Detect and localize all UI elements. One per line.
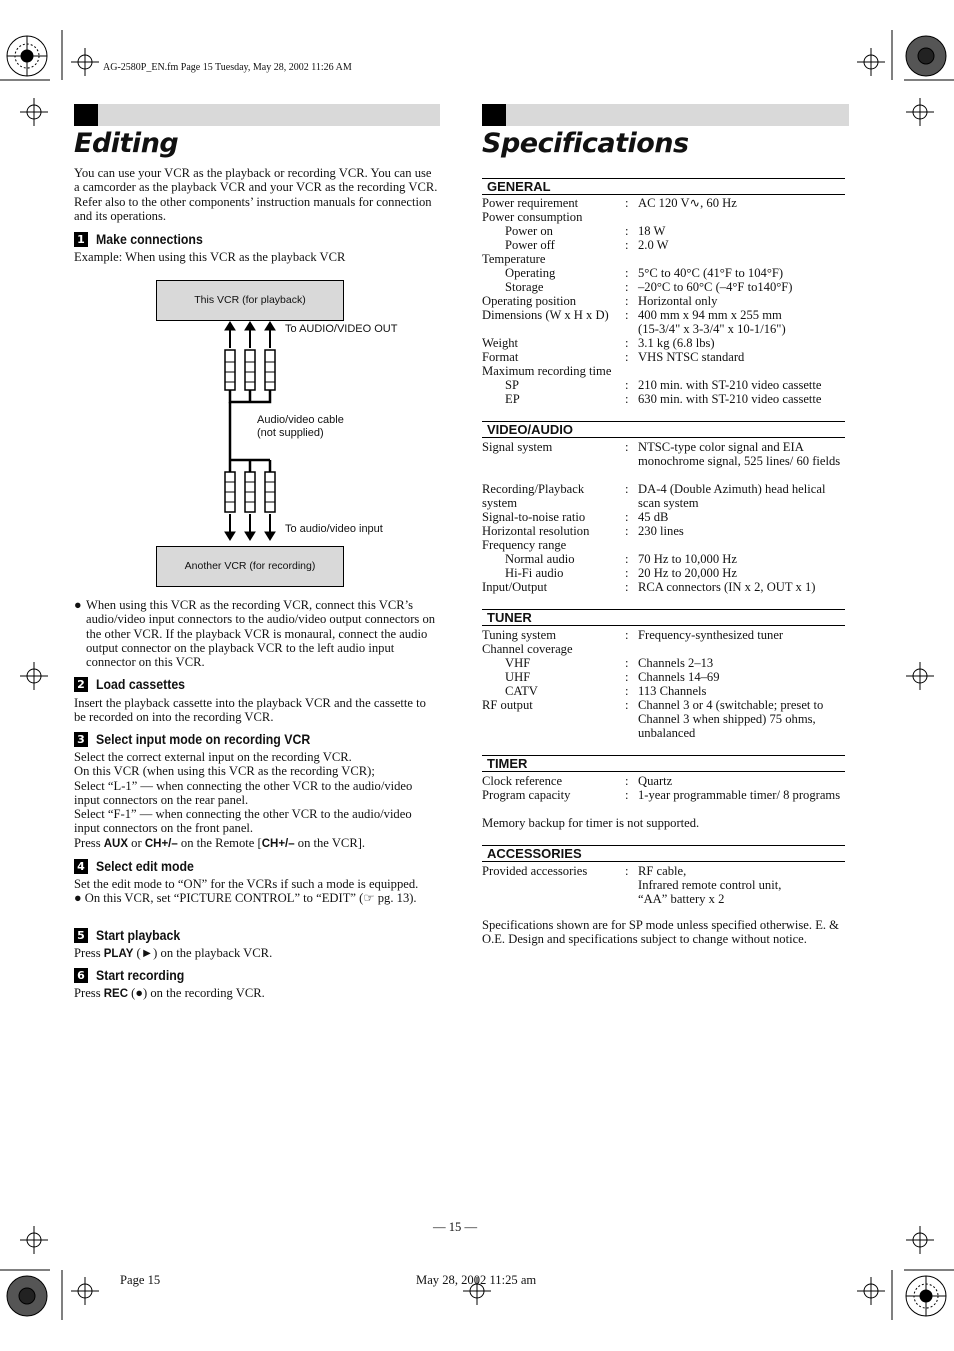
crosshair-target — [20, 98, 48, 126]
spec-value: (15-3/4" x 3-3/4" x 10-1/16") — [638, 322, 786, 336]
spec-row — [482, 266, 852, 280]
step-5-text: Press PLAY (►) on the playback VCR. — [74, 946, 273, 960]
spec-value: 230 lines — [638, 524, 684, 538]
spec-key: Power consumption — [482, 210, 583, 224]
step-2-heading: 2 Load cassettes — [74, 676, 197, 692]
step-3-text: Select the correct external input on the recording VCR. On this VCR (when using this VCR as the recording VCR); Select “L-1” — when connecting the other VCR to the audio/video input connectors on the rear panel. Select “F-1” — when connecting the other VCR to the audio/video input connectors on the front panel. Press AUX or CH+/– on the Remote [CH+/– on the VCR]. — [74, 750, 440, 851]
spec-value: 20 Hz to 20,000 Hz — [638, 566, 737, 580]
spec-row — [482, 670, 852, 684]
spec-key: CATV — [505, 684, 538, 698]
spec-colon: : — [625, 774, 629, 788]
spec-colon: : — [625, 440, 629, 454]
arrow-down-icon — [265, 514, 275, 540]
footer-right: May 28, 2002 11:25 am — [416, 1273, 537, 1287]
arrow-up-icon — [265, 322, 275, 348]
spec-colon: : — [625, 580, 629, 594]
crosshair-target — [71, 1277, 99, 1305]
spec-value: RF cable, Infrared remote control unit, “AA” battery x 2 — [638, 864, 782, 906]
spec-value: VHS NTSC standard — [638, 350, 745, 364]
spec-key: Operating position — [482, 294, 577, 308]
spec-colon: : — [625, 392, 629, 406]
spec-row — [482, 196, 852, 210]
accessories-heading: ACCESSORIES — [482, 845, 845, 862]
cable-label: Audio/video cable (not supplied) — [257, 414, 344, 439]
spec-row — [482, 656, 852, 670]
spec-colon: : — [625, 482, 629, 496]
spec-key: Dimensions (W x H x D) — [482, 308, 609, 322]
spec-key: Hi-Fi audio — [505, 566, 564, 580]
spec-row — [482, 684, 852, 698]
spec-colon: : — [625, 684, 629, 698]
spec-value: Horizontal only — [638, 294, 718, 308]
spec-row — [482, 210, 852, 224]
spec-value: 70 Hz to 10,000 Hz — [638, 552, 737, 566]
spec-colon: : — [625, 656, 629, 670]
spec-key: RF output — [482, 698, 533, 712]
spec-value: Channels 14–69 — [638, 670, 720, 684]
spec-colon: : — [625, 552, 629, 566]
general-heading: GENERAL — [482, 178, 845, 195]
spec-colon: : — [625, 698, 629, 712]
step-3-press: Press AUX or CH+/– on the Remote [CH+/– on the VCR]. — [74, 835, 366, 850]
file-header: AG-2580P_EN.fm Page 15 Tuesday, May 28, 2002 11:26 AM — [103, 62, 352, 73]
spec-value: 3.1 kg (6.8 lbs) — [638, 336, 715, 350]
spec-key: Power on — [505, 224, 553, 238]
spec-colon: : — [625, 566, 629, 580]
footer-left: Page 15 — [120, 1273, 161, 1287]
spec-row — [482, 308, 852, 322]
specs-section-bar — [482, 104, 849, 126]
spec-row — [482, 392, 852, 406]
spec-key: Power requirement — [482, 196, 579, 210]
spec-colon: : — [625, 224, 629, 238]
spec-colon: : — [625, 524, 629, 538]
spec-value: RCA connectors (IN x 2, OUT x 1) — [638, 580, 816, 594]
spec-row — [482, 350, 852, 364]
arrow-up-icon — [245, 322, 255, 348]
crosshair-target — [20, 662, 48, 690]
spec-row — [482, 336, 852, 350]
step-3-heading: 3 Select input mode on recording VCR — [74, 731, 339, 747]
connection-example: Example: When using this VCR as the playback VCR — [74, 250, 346, 264]
spec-value: AC 120 V∿, 60 Hz — [638, 196, 737, 210]
specs-footnote: Specifications shown are for SP mode unless specified otherwise. E. & O.E. Design and specifications subject to change without notice. — [482, 918, 839, 947]
step-6-text: Press REC (●) on the recording VCR. — [74, 986, 265, 1000]
spec-row — [482, 566, 852, 580]
spec-row — [482, 788, 852, 816]
spec-key: Clock reference — [482, 774, 563, 788]
spec-colon: : — [625, 280, 629, 294]
spec-value: 5°C to 40°C (41°F to 104°F) — [638, 266, 784, 280]
spec-key: Signal system — [482, 440, 553, 454]
spec-row — [482, 864, 852, 906]
recording-vcr-box: Another VCR (for recording) — [156, 546, 344, 587]
spec-row — [482, 322, 852, 336]
spec-value: Frequency-synthesized tuner — [638, 628, 784, 642]
spec-key: Operating — [505, 266, 556, 280]
crosshair-target — [906, 1226, 934, 1254]
spec-row — [482, 482, 852, 510]
spec-row — [482, 642, 852, 656]
spec-row — [482, 252, 852, 266]
page-number: — 15 — — [433, 1220, 478, 1234]
spec-colon: : — [625, 294, 629, 308]
spec-colon: : — [625, 628, 629, 642]
crosshair-target — [857, 1277, 885, 1305]
spec-key: UHF — [505, 670, 531, 684]
editing-title: Editing — [74, 128, 179, 159]
registration-wheel-top-right — [906, 36, 946, 76]
registration-wheel-bottom-right — [906, 1276, 946, 1316]
timer-heading: TIMER — [482, 755, 845, 772]
spec-key: Weight — [482, 336, 519, 350]
spec-key: Provided accessories — [482, 864, 588, 878]
spec-value: 2.0 W — [638, 238, 669, 252]
spec-key: Horizontal resolution — [482, 524, 590, 538]
spec-value: 630 min. with ST-210 video cassette — [638, 392, 822, 406]
spec-row — [482, 524, 852, 538]
spec-row — [482, 378, 852, 392]
step-1-heading: 1 Make connections — [74, 231, 217, 247]
crosshair-target — [71, 48, 99, 76]
crosshair-target — [906, 98, 934, 126]
spec-row — [482, 580, 852, 594]
video-audio-heading: VIDEO/AUDIO — [482, 421, 845, 438]
spec-colon: : — [625, 266, 629, 280]
spec-colon: : — [625, 788, 629, 802]
spec-colon: : — [625, 510, 629, 524]
specs-title: Specifications — [482, 128, 689, 159]
spec-key: Temperature — [482, 252, 546, 266]
rca-plug-icon — [265, 350, 275, 390]
spec-value: 18 W — [638, 224, 666, 238]
editing-intro: You can use your VCR as the playback or recording VCR. You can use a camcorder as the playback VCR and your VCR as the recording VCR. Refer also to the other components’ instruction manuals for connection and its operations. — [74, 166, 438, 223]
timer-note: Memory backup for timer is not supported. — [482, 816, 700, 830]
step-5-heading: 5 Start playback — [74, 927, 192, 943]
spec-key: SP — [505, 378, 520, 392]
spec-row — [482, 552, 852, 566]
spec-value: DA-4 (Double Azimuth) head helical scan system — [638, 482, 826, 510]
spec-key: Tuning system — [482, 628, 557, 642]
spec-colon: : — [625, 864, 629, 878]
audio-video-out-label: To AUDIO/VIDEO OUT — [285, 323, 398, 335]
spec-value: 1-year programmable timer/ 8 programs — [638, 788, 841, 802]
tuner-heading: TUNER — [482, 609, 845, 626]
bullet-icon: ● — [74, 891, 85, 906]
rca-plug-icon — [225, 472, 235, 512]
spec-value: NTSC-type color signal and EIA monochrome signal, 525 lines/ 60 fields — [638, 440, 841, 468]
arrow-down-icon — [245, 514, 255, 540]
spec-value: Channel 3 or 4 (switchable; preset to Channel 3 when shipped) 75 ohms, unbalanced — [638, 698, 824, 740]
arrow-down-icon — [225, 514, 235, 540]
spec-key: Format — [482, 350, 519, 364]
playback-vcr-box: This VCR (for playback) — [156, 280, 344, 321]
spec-key: Program capacity — [482, 788, 571, 802]
step-4-heading: 4 Select edit mode — [74, 858, 207, 874]
spec-colon: : — [625, 308, 629, 322]
rca-plug-icon — [225, 350, 235, 390]
spec-value: Channels 2–13 — [638, 656, 714, 670]
spec-row — [482, 538, 852, 552]
spec-row — [482, 364, 852, 378]
registration-wheel-bottom-left — [7, 1276, 47, 1316]
spec-row — [482, 698, 852, 740]
spec-value: 45 dB — [638, 510, 669, 524]
bullet-icon: ● — [74, 598, 82, 612]
spec-key: Power off — [505, 238, 555, 252]
spec-key: Normal audio — [505, 552, 575, 566]
recording-note: ● When using this VCR as the recording VCR, connect this VCR’s audio/video input connectors to the audio/video output connectors on the other VCR. If the playback VCR is monaural, connect the audio output connector on the playback VCR to the left audio input connector on this VCR. — [74, 598, 436, 670]
step-4-text: Set the edit mode to “ON” for the VCRs if such a mode is equipped. ● On this VCR, set “PICTURE CONTROL” to “EDIT” (☞ pg. 13). — [74, 877, 440, 906]
spec-key: Maximum recording time — [482, 364, 612, 378]
step-2-text: Insert the playback cassette into the playback VCR and the cassette to be recorded on into the recording VCR. — [74, 696, 426, 725]
spec-value: –20°C to 60°C (–4°F to140°F) — [638, 280, 793, 294]
spec-row — [482, 224, 852, 238]
spec-row — [482, 774, 852, 788]
spec-row — [482, 440, 852, 482]
spec-key: Channel coverage — [482, 642, 573, 656]
spec-key: Signal-to-noise ratio — [482, 510, 586, 524]
rca-plug-icon — [265, 472, 275, 512]
step-6-heading: 6 Start recording — [74, 967, 196, 983]
spec-colon: : — [625, 238, 629, 252]
rca-plug-icon — [245, 472, 255, 512]
spec-row — [482, 510, 852, 524]
spec-colon: : — [625, 670, 629, 684]
spec-key: EP — [505, 392, 520, 406]
audio-video-input-label: To audio/video input — [285, 523, 383, 535]
registration-wheel-top-left — [7, 36, 47, 76]
spec-row — [482, 238, 852, 252]
arrow-up-icon — [225, 322, 235, 348]
spec-key: Input/Output — [482, 580, 548, 594]
spec-key: VHF — [505, 656, 531, 670]
spec-value: 400 mm x 94 mm x 255 mm — [638, 308, 782, 322]
spec-row — [482, 628, 852, 642]
spec-row — [482, 294, 852, 308]
spec-value: 210 min. with ST-210 video cassette — [638, 378, 822, 392]
spec-colon: : — [625, 336, 629, 350]
crosshair-target — [906, 662, 934, 690]
crosshair-target — [20, 1226, 48, 1254]
spec-colon: : — [625, 378, 629, 392]
spec-key: Frequency range — [482, 538, 567, 552]
spec-key: Storage — [505, 280, 544, 294]
spec-colon: : — [625, 196, 629, 210]
step-4-bullet: ● On this VCR, set “PICTURE CONTROL” to “EDIT” (☞ pg. 13). — [74, 891, 417, 906]
spec-colon: : — [625, 350, 629, 364]
spec-key: Recording/Playback system — [482, 482, 585, 510]
crosshair-target — [857, 48, 885, 76]
spec-value: Quartz — [638, 774, 673, 788]
spec-value: 113 Channels — [638, 684, 707, 698]
rca-plug-icon — [245, 350, 255, 390]
editing-section-bar — [74, 104, 440, 126]
spec-row — [482, 280, 852, 294]
